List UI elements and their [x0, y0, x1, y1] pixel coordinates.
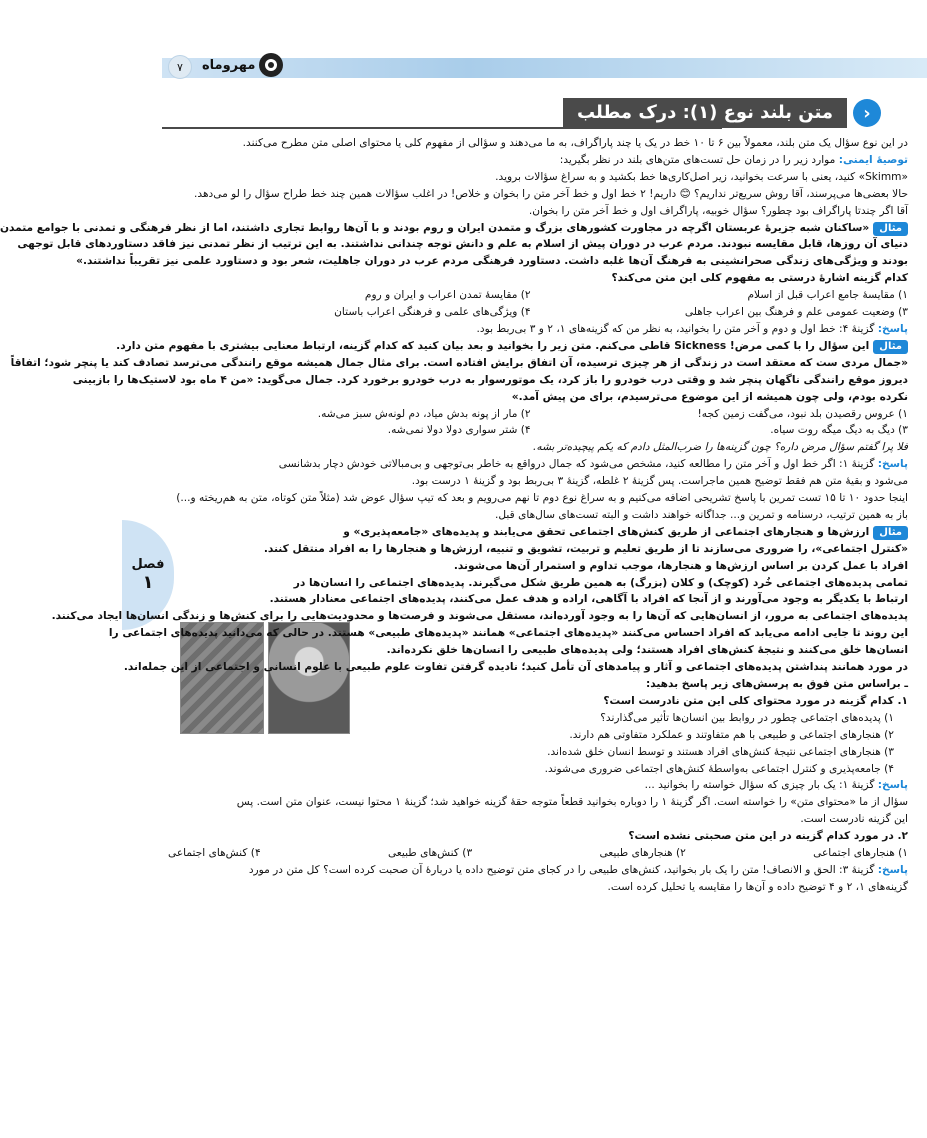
answer-2-line-3: اینجا حدود ۱۰ تا ۱۵ تست تمرین با پاسخ تشریحی اضافه می‌کنیم و به سراغ نوع دوم تا نهم می‌رویم و بعد که تیپ سؤال عوض شد (مثلاً متن کوتاه، متن به هم‌ریخته و...) — [176, 492, 908, 505]
answer-3-line-2: سؤال از ما «محتوای متن» را خواسته است. اگر گزینهٔ ۱ را دوباره بخوانید قطعاً متوجه حقهٔ گزینه خواهید شد؛ گزینهٔ ۱ محتوا نیست، عنوان متن است. پس — [236, 796, 908, 809]
q4-option-1: ۱) هنجارهای اجتماعی — [813, 847, 908, 860]
example-tag: مثال — [873, 222, 908, 236]
answer-2 — [168, 456, 908, 473]
brand — [202, 52, 283, 78]
q2-option-3: ۳) دیگ به دیگ میگه روت سیاه. — [770, 424, 908, 437]
example-2-line-2: «جمال مردی ست که معتقد است در زندگی از هر چیزی ترسیده، آن اتفاق برایش افتاده است. برای مثال جمال همیشه موقع رانندگی می‌ترسد تصادف کند یا پنچر شود؛ اتفاقاً — [10, 356, 908, 369]
example-2-text-1: این سؤال را با کمی مرض! Sickness قاطی می‌کنم. متن زیر را بخوانید و بعد بیان کنید که کدام گزینه، ارتباط معنایی بیشتری با مفهوم متن دارد. — [116, 339, 870, 352]
question-1: کدام گزینه اشارهٔ درستی به مفهوم کلی این متن می‌کند؟ — [611, 272, 908, 285]
page-number: ۷ — [168, 55, 192, 79]
answer-label: پاسخ: — [877, 322, 908, 335]
example-3-text-1: ارزش‌ها و هنجارهای اجتماعی از طریق کنش‌های اجتماعی تحقق می‌یابند و پدیده‌های «جامعه‌پذیری» و — [343, 525, 870, 538]
tip-label: توصیهٔ ایمنی: — [838, 153, 908, 166]
example-2-line-1 — [116, 338, 908, 355]
question-3: ۱. کدام گزینه در مورد محتوای کلی این متن نادرست است؟ — [603, 694, 908, 707]
q4-option-4: ۴) کنش‌های اجتماعی — [168, 847, 261, 860]
tip-2: حالا بعضی‌ها می‌پرسند، آقا روش سریع‌تر نداریم؟ 😊 داریم! ۲ خط اول و خط آخر متن را بخوان و خلاص! در اغلب سؤالات همین چند خط طراح سؤال را لو می‌دهد. — [194, 187, 908, 200]
example-1-line-2: دنیای آن روزها، قابل مقایسه نبودند. مردم عرب در دوران پیش از اسلام به علم و دانش توجه چندانی نداشتند. به این ترتیب از نظر تمدنی نیز فاقد دستاوردهای قابل توجهی — [17, 238, 908, 251]
chapter-number: ۱ — [142, 572, 154, 593]
answer-label-2: پاسخ: — [877, 458, 908, 471]
q2-option-4: ۴) شتر سواری دولا دولا نمی‌شه. — [387, 424, 531, 437]
tip-1: «Skimm» کنید، یعنی با سرعت بخوانید، زیر اصل‌کاری‌ها خط بکشید و به سراغ سؤالات بروید. — [495, 170, 908, 183]
q1-option-1: ۱) مقایسهٔ جامع اعراب قبل از اسلام — [747, 289, 908, 302]
answer-1-text: گزینهٔ ۴: خط اول و دوم و آخر متن را بخوانید، به نظر من که گزینه‌های ۱، ۲ و ۳ بی‌ربط بود. — [476, 322, 875, 335]
answer-4-line-2: گزینه‌های ۱، ۲ و ۴ توضیح داده و آن‌ها را مقایسه یا تحلیل کرده است. — [607, 880, 908, 893]
question-4: ۲. در مورد کدام گزینه در این متن صحبتی نشده است؟ — [628, 830, 908, 843]
q3-option-1: ۱) پدیده‌های اجتماعی چطور در روابط بین انسان‌ها تأثیر می‌گذارند؟ — [600, 711, 894, 724]
example-3-line-7: این روند تا جایی ادامه می‌یابد که افراد احساس می‌کنند «پدیده‌های اجتماعی» همانند «پدیده‌های طبیعی» هستند. در حالی که می‌دانید پدیده‌های اجتماعی را — [108, 627, 908, 640]
tip-line — [168, 152, 908, 169]
section-title — [563, 97, 881, 129]
q4-options-row — [168, 845, 908, 862]
q2-option-2: ۲) مار از پونه بدش میاد، دم لونه‌ش سبز می‌شه. — [317, 407, 531, 420]
answer-2-line-4: باز به همین ترتیب، درسنامه و تمرین و... جداگانه خواهند داشت و البته تست‌های سال‌های قبل. — [495, 508, 908, 521]
q1-option-4: ۴) ویژگی‌های علمی و فرهنگی اعراب باستان — [334, 306, 531, 319]
example-2-line-4: نکرده بودم، ولی چون همیشه از این موضوع می‌ترسیدم، برای من پیش آمد.» — [511, 390, 908, 403]
example-3-line-1 — [168, 524, 908, 541]
handwritten-note: فلا پرا گفتم سؤال مرض داره؟ چون گزینه‌ها را ضرب‌المثل دادم که یکم پیچیده‌تر بشه. — [533, 441, 908, 454]
q2-options-row-2 — [168, 422, 908, 439]
example-3-line-5: ارتباط با یکدیگر به وجود می‌آورند و از آنجا که افراد با آگاهی، اراده و هدف عمل می‌کنند، پدیده‌های اجتماعی معنادار هستند. — [269, 593, 908, 606]
title-underline — [162, 127, 722, 129]
answer-3 — [168, 777, 908, 794]
example-1-text-1: «ساکنان شبه جزیرهٔ عربستان اگرچه در مجاورت کشورهای بزرگ و متمدن ایران و روم بودند و با آن‌ها روابط تجاری داشتند، اما از نظر فرهنگی و تمدنی با جوامع متمدن — [0, 221, 870, 234]
q2-option-1: ۱) عروس رقصیدن بلد نبود، می‌گفت زمین کجه! — [697, 407, 908, 420]
q1-option-3: ۳) وضعیت عمومی علم و فرهنگ بین اعراب جاهلی — [684, 306, 908, 319]
chevron-left-icon: ‹ — [853, 99, 881, 127]
brand-logo-icon — [259, 53, 283, 77]
q1-options-row-1 — [168, 287, 908, 304]
example-2-line-3: دیروز موقع رانندگی ناگهان پنچر شد و وقتی درب خودرو را باز کرد، یک موتورسوار به درب خودرو برخورد کرد. جمال می‌گوید: «من ۴ ماه بود لاستیک‌ها را بازبینی — [72, 373, 908, 386]
tip-text: موارد زیر را در زمان حل تست‌های متن‌های بلند در نظر بگیرید: — [559, 153, 836, 166]
example-3-line-4: تمامی پدیده‌های اجتماعی خُرد (کوچک) و کلان (بزرگ) به همین طریق شکل می‌گیرند. پدیده‌های اجتماعی را انسان‌ها در — [293, 576, 908, 589]
q1-options-row-2 — [168, 304, 908, 321]
q4-option-2: ۲) هنجارهای طبیعی — [599, 847, 686, 860]
answer-1 — [168, 321, 908, 338]
tip-3: آقا اگر چندتا پاراگراف بود چطور؟ سؤال خوبیه، پاراگراف اول و خط آخر متن را بخوان. — [528, 204, 908, 217]
example-3-line-3: افراد با عمل کردن بر اساس ارزش‌ها و هنجارها، موجب تداوم و استمرار آن‌ها می‌شوند. — [453, 559, 908, 572]
chapter-label: فصل — [131, 557, 165, 572]
example-3-line-2: «کنترل اجتماعی»، را ضروری می‌سازند تا از طریق تعلیم و تربیت، تشویق و تنبیه، ارزش‌ها و هنجارها را به افراد منتقل کنند. — [263, 542, 908, 555]
answer-2-text-1: گزینهٔ ۱: اگر خط اول و آخر متن را مطالعه کنید، مشخص می‌شود که جمال درواقع به خاطر بی‌توجهی و بی‌مبالاتی خودش دچار بدشانسی — [278, 458, 875, 471]
q3-option-3: ۳) هنجارهای اجتماعی نتیجهٔ کنش‌های افراد هستند و توسط انسان خلق شده‌اند. — [547, 745, 894, 758]
brand-name: مهروماه — [202, 57, 256, 73]
q2-options-row-1 — [168, 406, 908, 423]
answer-label-4: پاسخ: — [877, 863, 908, 876]
example-tag-2: مثال — [873, 340, 908, 354]
answer-4 — [168, 862, 908, 879]
q3-option-4: ۴) جامعه‌پذیری و کنترل اجتماعی به‌واسطهٔ کنش‌های اجتماعی ضروری می‌شوند. — [544, 762, 894, 775]
answer-3-line-3: این گزینه نادرست است. — [800, 813, 908, 826]
example-3-line-8: انسان‌ها خلق می‌کنند و نتیجهٔ کنش‌های افراد هستند؛ ولی پدیده‌های طبیعی را انسان‌ها خلق نکرده‌اند. — [386, 644, 908, 657]
q1-option-2: ۲) مقایسهٔ تمدن اعراب و ایران و روم — [364, 289, 531, 302]
example-1-line-1 — [0, 220, 908, 237]
example-3-line-9: در مورد همانند پنداشتن پدیده‌های اجتماعی و آثار و پیامدهای آن تأمل کنید؛ نادیده گرفتن تفاوت علوم طبیعی با علوم انسانی و اجتماعی از این جمله‌اند. — [123, 661, 908, 674]
answer-2-line-2: می‌شود و بقیهٔ متن هم فقط توضیح همین ماجراست. پس گزینهٔ ۲ غلطه، گزینهٔ ۳ بی‌ربط بود و گزینهٔ ۱ درست بود. — [411, 475, 908, 488]
example-3-line-10: ـ براساس متن فوق به پرسش‌های زیر پاسخ بدهید: — [646, 678, 908, 690]
intro-text: در این نوع سؤال یک متن بلند، معمولاً بین ۶ تا ۱۰ خط در یک یا چند پاراگراف، به ما می‌دهند و سؤالی از مفهوم کلی یا محتوای اصلی متن مطرح می‌کنند. — [242, 137, 908, 149]
q3-option-2: ۲) هنجارهای اجتماعی و طبیعی با هم متفاوتند و عملکرد متفاوتی هم دارند. — [569, 728, 894, 741]
example-tag-3: مثال — [873, 526, 908, 540]
answer-4-text-1: گزینهٔ ۳: الحق و الانصاف! متن را یک بار بخوانید، کنش‌های طبیعی را در کجای متن توضیح داده یا دربارهٔ آن صحبت کرده است؟ کل متن در مورد — [248, 863, 875, 876]
example-1-line-3: بودند و ویژگی‌های زندگی صحرانشینی به فرهنگ آن‌ها غلبه داشت. دستاورد فرهنگی مردم عرب در دوران جاهلیت، شعر بود و دستاورد علمی نیز تقریباً نداشتند.» — [76, 255, 908, 268]
page-title: متن بلند نوع (۱): درک مطلب — [563, 98, 847, 128]
q4-option-3: ۳) کنش‌های طبیعی — [387, 847, 473, 860]
example-3-line-6: پدیده‌های اجتماعی به مرور، از انسان‌هایی که آن‌ها را به وجود آورده‌اند، مستقل می‌شوند و فرصت‌ها و محدودیت‌هایی را برای کنش‌ها و زندگی انسان‌ها ایجاد می‌کنند. — [51, 610, 908, 623]
answer-label-3: پاسخ: — [877, 779, 908, 792]
answer-3-text-1: گزینهٔ ۱: یک بار چیزی که سؤال خواسته را بخوانید ... — [644, 779, 875, 792]
